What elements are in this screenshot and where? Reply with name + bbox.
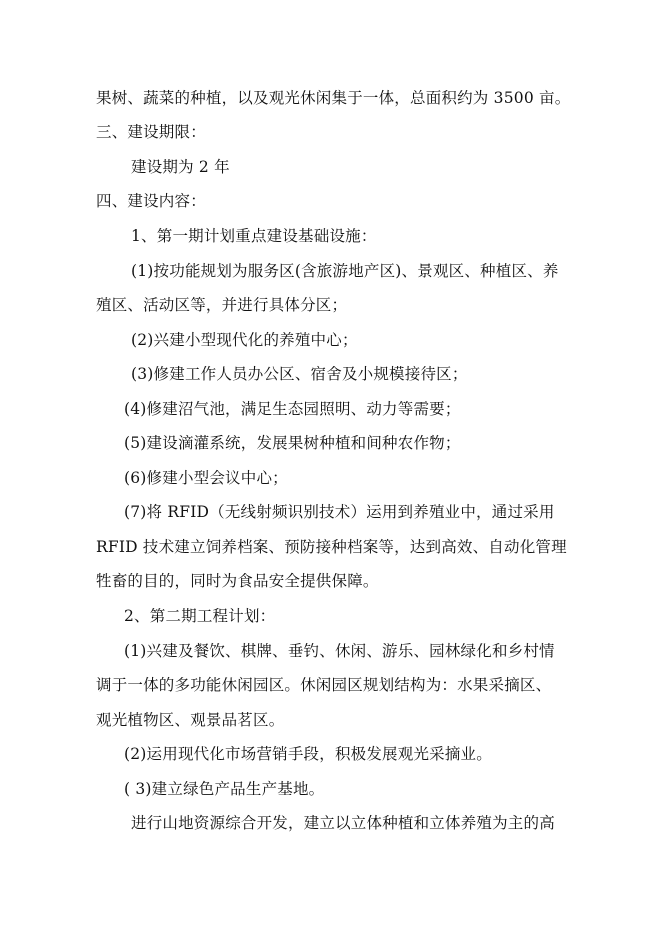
list-item-1-7: (7)将 RFID（无线射频识别技术）运用到养殖业中，通过采用: [124, 503, 555, 521]
list-item-1-7-cont-a: RFID 技术建立饲养档案、预防接种档案等，达到高效、自动化管理: [96, 538, 567, 556]
list-item-1-5: (5)建设滴灌系统，发展果树种植和间种农作物；: [124, 434, 461, 452]
list-item-2-1-cont-b: 观光植物区、观景品茗区。: [96, 711, 285, 729]
list-item-2-1-cont-a: 调于一体的多功能休闲园区。休闲园区规划结构为：水果采摘区、: [96, 676, 552, 694]
list-item-1-7-cont-b: 牲畜的目的，同时为食品安全提供保障。: [96, 572, 379, 590]
list-item-1-1: (1)按功能规划为服务区(含旅游地产区)、景观区、种植区、养: [131, 262, 559, 280]
list-item-2-3: ( 3)建立绿色产品生产基地。: [124, 780, 325, 798]
text-line-period: 建设期为 2 年: [131, 158, 230, 176]
subheading-phase-two: 2、第二期工程计划：: [124, 607, 276, 625]
list-item-1-3: (3)修建工作人员办公区、宿舍及小规模接待区；: [131, 365, 468, 383]
text-line-last: 进行山地资源综合开发，建立以立体种植和立体养殖为主的高: [131, 814, 555, 832]
list-item-1-2: (2)兴建小型现代化的养殖中心；: [131, 331, 358, 349]
list-item-2-1: (1)兴建及餐饮、棋牌、垂钓、休闲、游乐、园林绿化和乡村情: [124, 642, 555, 660]
section-heading-construction-period: 三、建设期限：: [96, 123, 206, 141]
list-item-2-2: (2)运用现代化市场营销手段，积极发展观光采摘业。: [124, 745, 492, 763]
subheading-phase-one: 1、第一期计划重点建设基础设施：: [131, 227, 377, 245]
text-line-1: 果树、蔬菜的种植，以及观光休闲集于一体，总面积约为 3500 亩。: [96, 89, 571, 107]
list-item-1-4: (4)修建沼气池，满足生态园照明、动力等需要；: [124, 400, 461, 418]
list-item-1-1-cont: 殖区、活动区等，并进行具体分区；: [96, 296, 348, 314]
section-heading-construction-content: 四、建设内容：: [96, 192, 206, 210]
list-item-1-6: (6)修建小型会议中心；: [124, 469, 288, 487]
